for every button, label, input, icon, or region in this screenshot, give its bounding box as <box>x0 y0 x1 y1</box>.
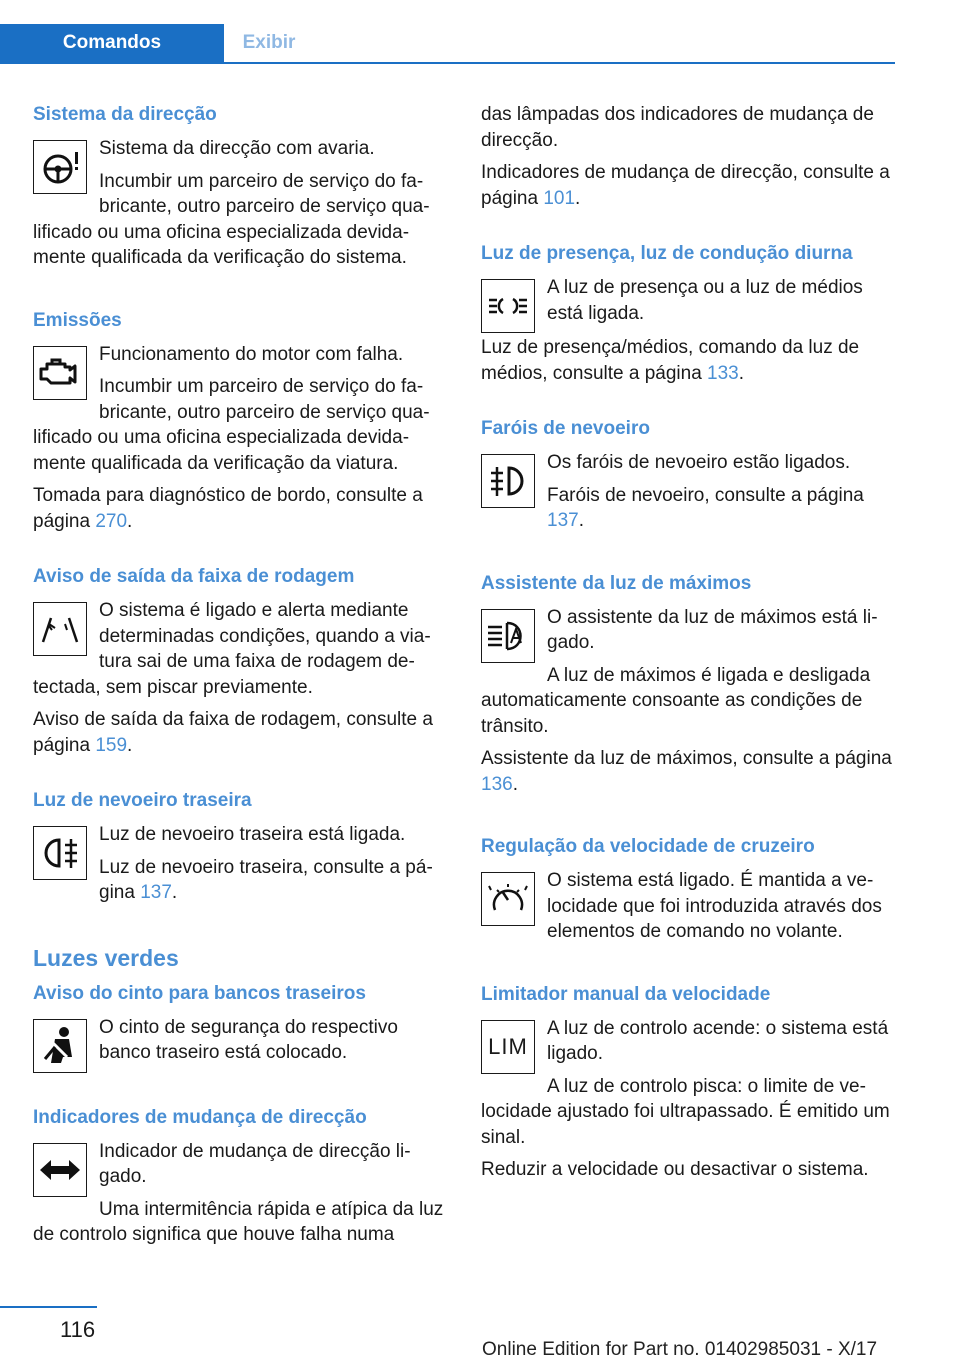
section-heading: Sistema da direcção <box>33 104 217 125</box>
section-turn-signals-cont <box>481 102 893 211</box>
turn-signal-icon <box>33 1143 87 1197</box>
page-link[interactable]: 133 <box>707 362 739 384</box>
text: Assistente da luz de máximos, consulte a página 136. <box>481 748 892 795</box>
section-heading: Luz de nevoeiro traseira <box>33 790 252 811</box>
text: Tomada para diagnóstico de bordo, consulte a página 270. <box>33 485 423 532</box>
text: O assistente da luz de máximos está ligado. <box>547 606 878 653</box>
text: O sistema é ligado e alerta mediante determinadas condições, quando a viatura sai de uma faixa de rodagem detectada, sem piscar previamente. <box>33 600 431 698</box>
lim-indicator: LIM <box>481 1020 535 1074</box>
text: A luz de máximos é ligada e desligada automaticamente consoante as condições de trânsito. <box>481 664 871 737</box>
edition-text: Online Edition for Part no. 01402985031 - X/17 <box>482 1339 878 1360</box>
text: Sistema da direcção com avaria. <box>99 138 375 159</box>
tab-exibir[interactable]: Exibir <box>242 32 296 53</box>
section-high-beam-assist <box>481 571 893 805</box>
text: Indicadores de mudança de direcção, consulte a página <box>481 162 890 209</box>
rear-fog-light-icon <box>33 826 87 880</box>
text: Incumbir um parceiro de serviço do fabricante, outro parceiro de serviço qualificado ou uma oficina especializada devidamente qualificada da verificação da viatura. <box>33 376 430 474</box>
text: Indicador de mudança de direcção ligado. <box>99 1140 411 1187</box>
section-steering <box>33 102 445 278</box>
tab-comandos[interactable]: Comandos <box>0 24 224 62</box>
text: das lâmpadas dos indicadores de mudança de direcção. <box>481 104 874 151</box>
page-link[interactable]: 159 <box>95 734 128 756</box>
section-rear-fog <box>33 788 445 913</box>
text: Assistente da luz de máximos, consulte a página <box>481 748 892 769</box>
page-link[interactable]: 270 <box>95 510 128 532</box>
section-heading: Regulação da velocidade de cruzeiro <box>481 836 815 857</box>
section-speed-limiter <box>481 982 893 1190</box>
right-column <box>481 102 893 1220</box>
page-number: 116 <box>60 1317 96 1342</box>
section-lane-departure <box>33 564 445 758</box>
text: Reduzir a velocidade ou desactivar o sistema. <box>481 1159 869 1180</box>
section-front-fog <box>481 416 893 541</box>
text: Faróis de nevoeiro, consulte a página 137. <box>547 484 864 531</box>
section-heading: Assistente da luz de máximos <box>481 572 752 594</box>
text: Aviso de saída da faixa de rodagem, consulte a página 159. <box>33 709 433 756</box>
lane-departure-icon <box>33 602 87 656</box>
section-parking-light <box>481 241 893 386</box>
front-fog-light-icon <box>481 454 535 508</box>
left-column <box>33 102 445 1285</box>
section-seatbelt <box>33 981 445 1075</box>
page-link[interactable]: 136 <box>481 773 513 795</box>
text: A luz de controlo pisca: o limite de velocidade ajustado foi ultrapassado. É emitido um sinal. <box>481 1075 890 1148</box>
text: Uma intermitência rápida e atípica da luz de controlo significa que houve falha numa <box>33 1198 444 1245</box>
section-turn-signals <box>33 1105 445 1255</box>
page-link[interactable]: 137 <box>140 882 172 903</box>
text: Os faróis de nevoeiro estão ligados. <box>547 452 851 473</box>
section-cruise-control <box>481 834 893 952</box>
text: Luz de presença/médios, comando da luz de médios, consulte a página <box>481 337 860 384</box>
section-heading: Aviso do cinto para bancos traseiros <box>33 982 366 1004</box>
text: Luz de presença/médios, comando da luz de médios, consulte a página 133. <box>481 337 860 384</box>
text: Faróis de nevoeiro, consulte a página <box>547 484 864 506</box>
text: Funcionamento do motor com falha. <box>99 343 404 365</box>
parking-light-icon <box>481 279 535 333</box>
section-heading: Faróis de nevoeiro <box>481 418 650 439</box>
text: Tomada para diagnóstico de bordo, consulte a página <box>33 485 423 532</box>
section-title: Luzes verdes <box>33 944 179 971</box>
text: Indicadores de mudança de direcção, consulte a página 101. <box>481 162 890 209</box>
section-heading: Indicadores de mudança de direcção <box>33 1106 367 1128</box>
section-heading: Emissões <box>33 309 122 331</box>
section-heading: Luz de presença, luz de condução diurna <box>481 243 853 264</box>
page-link[interactable]: 137 <box>547 510 579 531</box>
text: A luz de controlo acende: o sistema está ligado. <box>547 1017 889 1064</box>
text: Luz de nevoeiro traseira, consulte a página <box>99 856 433 903</box>
text: Aviso de saída da faixa de rodagem, consulte a página <box>33 709 433 756</box>
tab-bar <box>0 24 895 64</box>
text: A luz de presença ou a luz de médios está ligada. <box>547 277 863 324</box>
text: O sistema está ligado. É mantida a velocidade que foi introduzida através dos elementos de comando no volante. <box>547 870 882 942</box>
footer-rule <box>0 1306 97 1308</box>
text: Incumbir um parceiro de serviço do fabricante, outro parceiro de serviço qualificado ou uma oficina especializada devidamente qualificada da verificação do sistema. <box>33 170 430 268</box>
high-beam-assist-icon <box>481 609 535 663</box>
section-heading: Aviso de saída da faixa de rodagem <box>33 566 355 587</box>
section-heading: Limitador manual da velocidade <box>481 983 771 1005</box>
section-emissions <box>33 308 445 535</box>
page-link[interactable]: 101 <box>543 187 576 209</box>
text: Luz de nevoeiro traseira, consulte a página 137. <box>99 856 433 903</box>
text: O cinto de segurança do respectivo banco traseiro está colocado. <box>99 1016 398 1063</box>
steering-warning-icon <box>33 140 87 194</box>
seatbelt-icon <box>33 1019 87 1073</box>
text: Luz de nevoeiro traseira está ligada. <box>99 824 406 845</box>
engine-icon <box>33 346 87 400</box>
cruise-control-icon <box>481 872 535 926</box>
